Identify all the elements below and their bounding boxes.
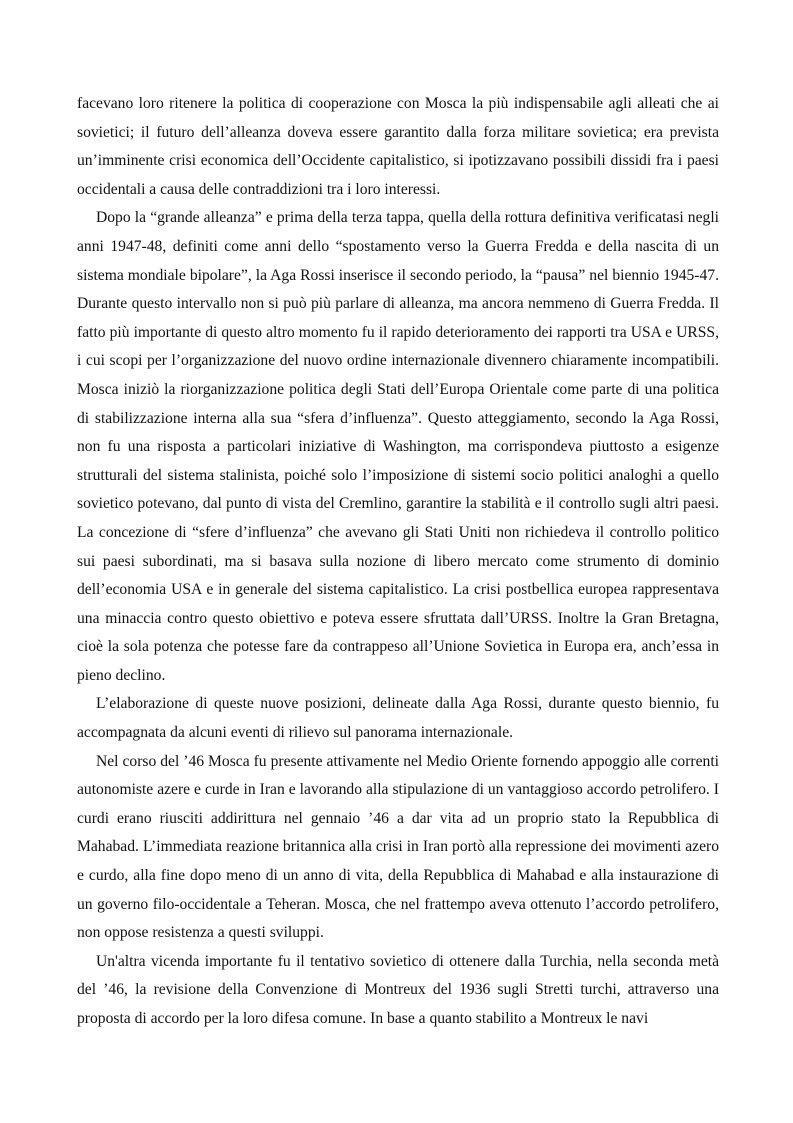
paragraph-middle-east: Nel corso del ’46 Mosca fu presente attivamente nel Medio Oriente fornendo appoggio alle correnti autonomiste azere e curde in Iran e lavorando alla stipulazione di un vantaggioso accordo petrolifero. I curdi erano riusciti addirittura nel gennaio ’46 a dar vita ad un proprio stato la Repubblica di Mahabad. L’immediata reazione britannica alla crisi in Iran portò alla repressione dei movimenti azero e curdo, alla fine dopo meno di un anno di vita, della Repubblica di Mahabad e alla instaurazione di un governo filo-occidentale a Teheran. Mosca, che nel frattempo aveva ottenuto l’accordo petrolifero, non oppose resistenza a questi sviluppi. [77, 752, 719, 942]
paragraph-turkish-straits: Un'altra vicenda importante fu il tentativo sovietico di ottenere dalla Turchia, nella seconda metà del ’46, la revisione della Convenzione di Montreux del 1936 sugli Stretti turchi, attraverso una proposta di accordo per la loro difesa comune. In base a quanto stabilito a Montreux le navi [77, 952, 719, 1027]
paragraph-continuation: facevano loro ritenere la politica di cooperazione con Mosca la più indispensabile agli alleati che ai sovietici; il futuro dell’alleanza doveva essere garantito dalla forza militare sovietica; era prevista un’imminente crisi economica dell’Occidente capitalistico, si ipotizzavano possibili dissidi fra i paesi occidentali a causa delle contraddizioni tra i loro interessi. [77, 95, 719, 198]
paragraph-pausa-period: Dopo la “grande alleanza” e prima della terza tappa, quella della rottura definitiva verificatasi negli anni 1947-48, definiti come anni dello “spostamento verso la Guerra Fredda e della nascita di un sistema mondiale bipolare”, la Aga Rossi inserisce il secondo periodo, la “pausa” nel biennio 1945-47. Durante questo intervallo non si può più parlare di alleanza, ma ancora nemmeno di Guerra Fredda. Il fatto più importante di questo altro momento fu il rapido deterioramento dei rapporti tra USA e URSS, i cui scopi per l’organizzazione del nuovo ordine internazionale divennero chiaramente incompatibili. Mosca iniziò la riorganizzazione politica degli Stati dell’Europa Orientale come parte di una politica di stabilizzazione interna alla sua “sfera d’influenza”. Questo atteggiamento, secondo la Aga Rossi, non fu una risposta a particolari iniziative di Washington, ma corrispondeva piuttosto a esigenze strutturali del sistema stalinista, poiché solo l’imposizione di sistemi socio politici analoghi a quello sovietico potevano, dal punto di vista del Cremlino, garantire la stabilità e il controllo sugli altri paesi. La concezione di “sfere d’influenza” che avevano gli Stati Uniti non richiedeva il controllo politico sui paesi subordinati, ma si basava sulla nozione di libero mercato come strumento di dominio dell’economia USA e in generale del sistema capitalistico. La crisi postbellica europea rappresentava una minaccia contro questo obiettivo e poteva essere sfruttata dall’URSS. Inoltre la Gran Bretagna, cioè la sola potenza che potesse fare da contrappeso all’Unione Sovietica in Europa era, anch’essa in pieno declino. [77, 209, 719, 684]
document-page [77, 90, 719, 1034]
paragraph-new-positions: L’elaborazione di queste nuove posizioni, delineate dalla Aga Rossi, durante questo biennio, fu accompagnata da alcuni eventi di rilievo sul panorama internazionale. [77, 695, 719, 742]
